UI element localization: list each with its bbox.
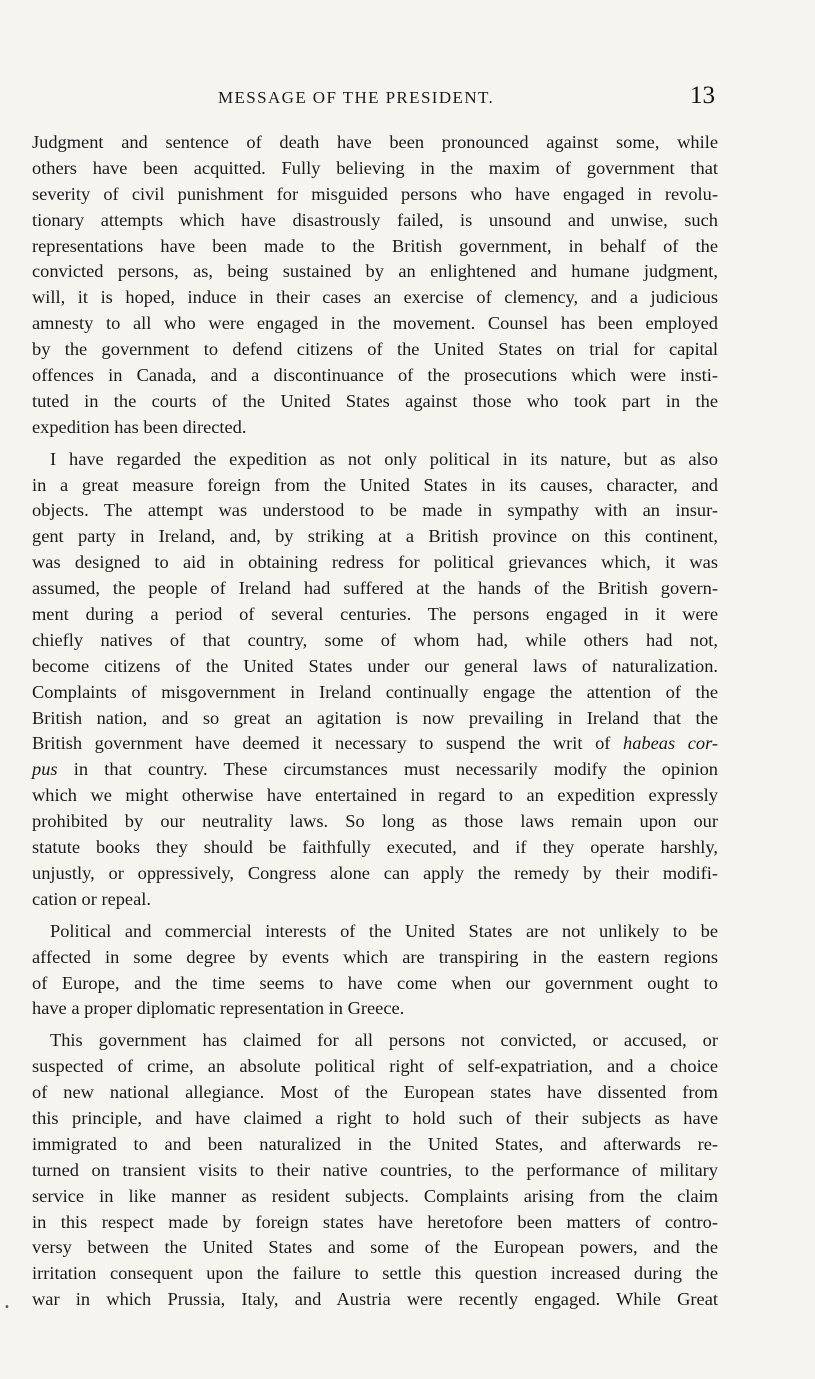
page-header xyxy=(0,84,815,114)
text-line: will, it is hoped, induce in their cases an exercise of clemency, and a judicious xyxy=(32,287,718,308)
running-title: MESSAGE OF THE PRESIDENT. xyxy=(218,88,495,107)
text-line: turned on transient visits to their native countries, to the performance of military xyxy=(32,1159,718,1180)
text-line: chiefly natives of that country, some of whom had, while others had not, xyxy=(32,629,718,650)
paragraph xyxy=(32,919,718,1023)
text-line: British nation, and so great an agitation is now prevailing in Ireland that the xyxy=(32,707,718,728)
paragraph xyxy=(32,1028,718,1313)
text-line: representations have been made to the British government, in behalf of the xyxy=(32,235,718,256)
text-line: assumed, the people of Ireland had suffered at the hands of the British govern- xyxy=(32,578,718,599)
text-line: others have been acquitted. Fully believing in the maxim of government that xyxy=(32,157,718,178)
text-line: cation or repeal. xyxy=(32,888,151,909)
text-line: I have regarded the expedition as not only political in its nature, but as also xyxy=(50,448,718,469)
text-line: Judgment and sentence of death have been pronounced against some, while xyxy=(32,132,718,152)
text-line: amnesty to all who were engaged in the movement. Counsel has been employed xyxy=(32,313,718,334)
text-line: affected in some degree by events which are transpiring in the eastern regions xyxy=(32,946,718,967)
text-line: have a proper diplomatic representation in Greece. xyxy=(32,998,405,1019)
margin-mark: • xyxy=(4,1302,10,1313)
text-line: Complaints of misgovernment in Ireland continually engage the attention of the xyxy=(32,681,718,702)
text-line: in a great measure foreign from the United States in its causes, character, and xyxy=(32,474,718,495)
text-line: convicted persons, as, being sustained by an enlightened and humane judgment, xyxy=(32,261,718,282)
body-text xyxy=(32,130,718,1313)
page-number: 13 xyxy=(690,82,715,109)
text-line: offences in Canada, and a discontinuance of the prosecutions which were insti- xyxy=(32,365,718,386)
text-line: British government have deemed it necessary to suspend the writ of habeas cor- xyxy=(32,733,718,754)
text-line: severity of civil punishment for misguided persons who have engaged in revolu- xyxy=(32,183,718,204)
text-line: this principle, and have claimed a right to hold such of their subjects as have xyxy=(32,1107,718,1128)
text-line: was designed to aid in obtaining redress for political grievances which, it was xyxy=(32,552,718,573)
text-line: irritation consequent upon the failure to settle this question increased during the xyxy=(32,1263,718,1284)
text-line: suspected of crime, an absolute political right of self-expatriation, and a choice xyxy=(32,1056,718,1077)
text-line: tionary attempts which have disastrously failed, is unsound and unwise, such xyxy=(32,209,718,230)
paragraph xyxy=(32,130,718,441)
text-line: versy between the United States and some of the European powers, and the xyxy=(32,1237,718,1258)
text-line: ment during a period of several centuries. The persons engaged in it were xyxy=(32,604,718,625)
text-line: war in which Prussia, Italy, and Austria were recently engaged. While Great xyxy=(32,1289,718,1310)
text-line: This government has claimed for all persons not convicted, or accused, or xyxy=(50,1030,718,1051)
text-line: in this respect made by foreign states have heretofore been matters of contro- xyxy=(32,1211,718,1232)
text-line: pus in that country. These circumstances must necessarily modify the opinion xyxy=(32,759,718,780)
text-line: prohibited by our neutrality laws. So long as those laws remain upon our xyxy=(32,811,718,832)
text-line: statute books they should be faithfully executed, and if they operate harshly, xyxy=(32,837,718,858)
text-line: unjustly, or oppressively, Congress alone can apply the remedy by their modifi- xyxy=(32,862,718,883)
text-line: which we might otherwise have entertained in regard to an expedition expressly xyxy=(32,785,718,806)
paragraph xyxy=(32,447,718,913)
text-line: Political and commercial interests of the United States are not unlikely to be xyxy=(50,920,718,941)
text-line: objects. The attempt was understood to be made in sympathy with an insur- xyxy=(32,500,718,521)
text-line: tuted in the courts of the United States against those who took part in the xyxy=(32,390,718,411)
text-line: service in like manner as resident subjects. Complaints arising from the claim xyxy=(32,1185,718,1206)
text-line: expedition has been directed. xyxy=(32,416,247,437)
text-line: become citizens of the United States under our general laws of naturalization. xyxy=(32,655,718,676)
text-line: immigrated to and been naturalized in the United States, and afterwards re- xyxy=(32,1133,718,1154)
text-line: by the government to defend citizens of the United States on trial for capital xyxy=(32,339,718,360)
text-line: gent party in Ireland, and, by striking at a British province on this continent, xyxy=(32,526,718,547)
text-line: of Europe, and the time seems to have come when our government ought to xyxy=(32,972,718,993)
text-line: of new national allegiance. Most of the European states have dissented from xyxy=(32,1082,718,1103)
